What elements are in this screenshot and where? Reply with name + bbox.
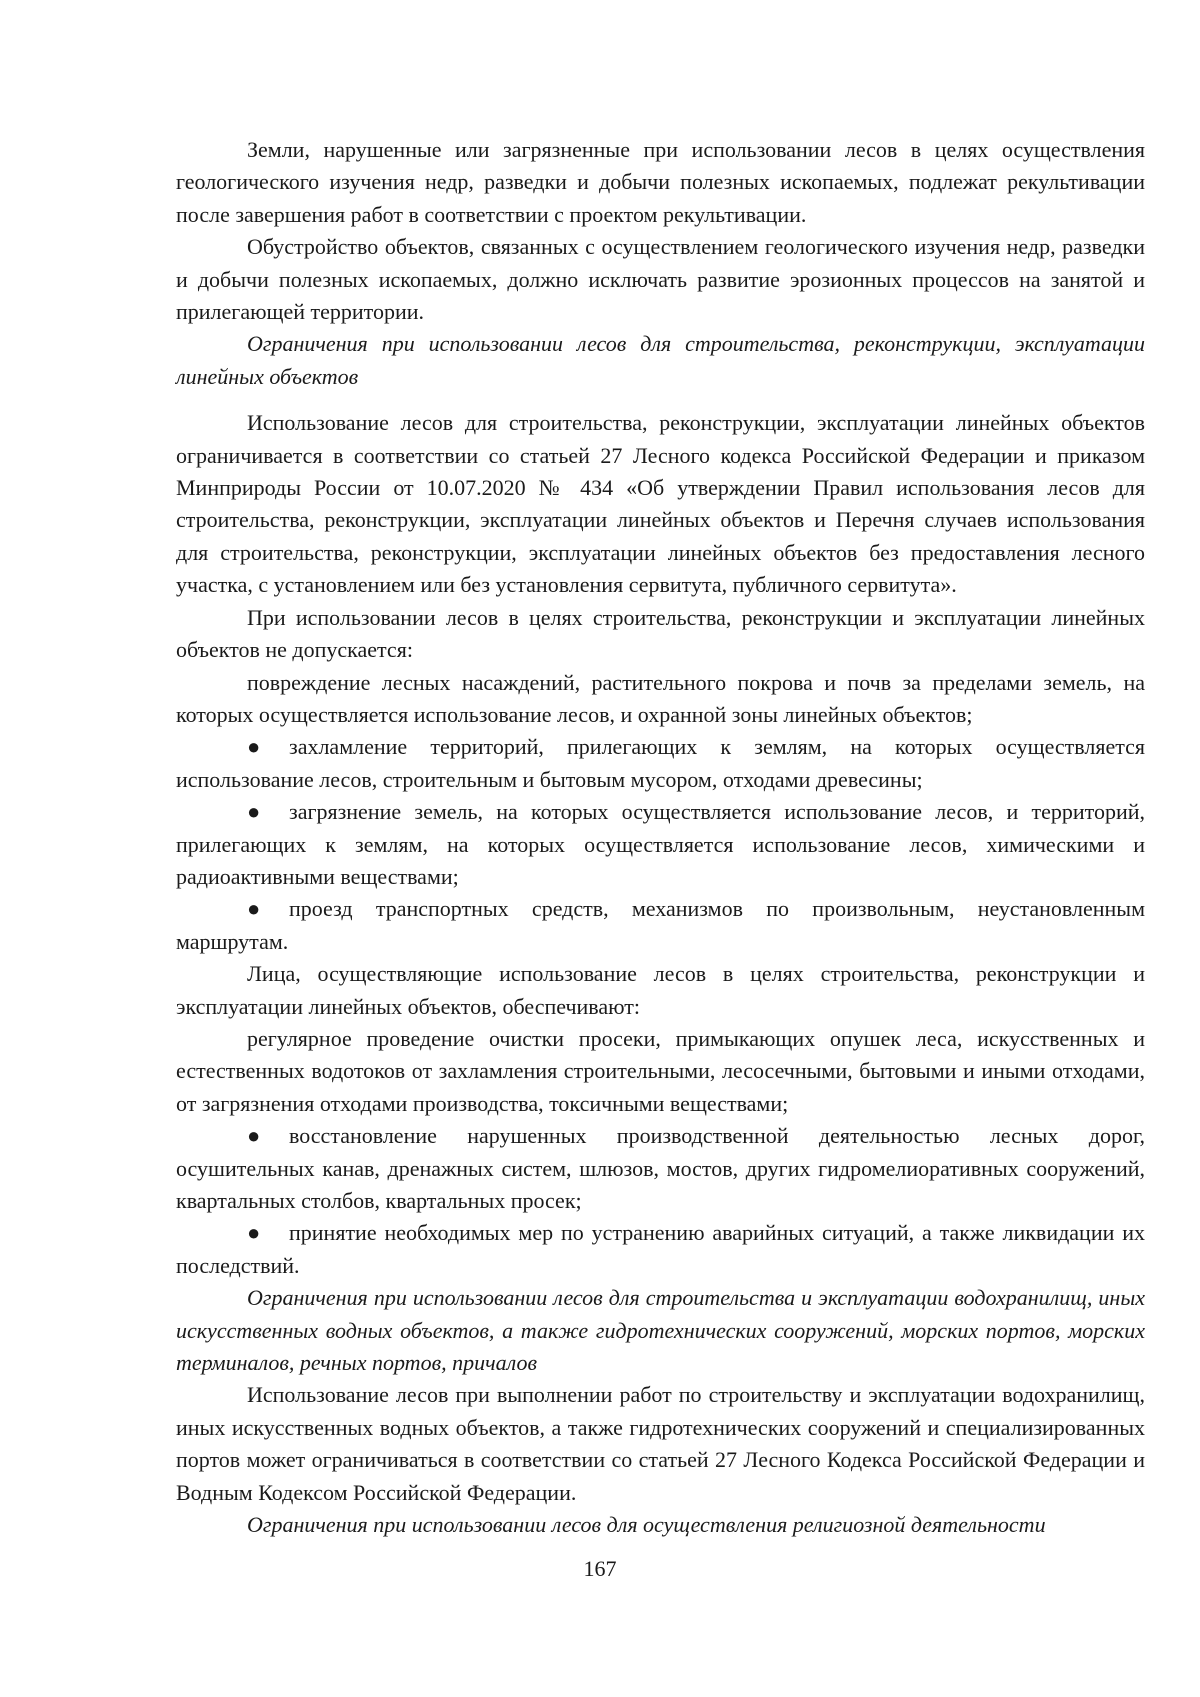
bullet-item-emergency — [176, 1217, 1145, 1282]
bullet-item-restoration — [176, 1120, 1145, 1217]
paragraph-facility-arrangement: Обустройство объектов, связанных с осуществлением геологического изучения недр, разведки и добычи полезных ископаемых, должно исключать развитие эрозионных процессов на занятой и прилегающей территории. — [176, 234, 1145, 325]
bullet-item-littering — [176, 731, 1145, 796]
bullet-icon: ● — [247, 1220, 261, 1246]
section-heading-reservoirs: Ограничения при использовании лесов для строительства и эксплуатации водохранилищ, иных искусственных водных объектов, а также гидротехнических сооружений, морских портов, морских терминалов, речных портов, причалов — [176, 1285, 1145, 1376]
bullet-item-pollution — [176, 796, 1145, 893]
bullet-icon: ● — [247, 1123, 261, 1149]
section-heading-religious: Ограничения при использовании лесов для осуществления религиозной деятельности — [247, 1512, 1046, 1538]
paragraph-obligations-intro: Лица, осуществляющие использование лесов в целях строительства, реконструкции и эксплуатации линейных объектов, обеспечивают: — [176, 961, 1145, 1019]
bullet-icon: ● — [247, 734, 261, 760]
section-heading-linear-objects: Ограничения при использовании лесов для строительства, реконструкции, эксплуатации линейных объектов — [176, 331, 1145, 389]
list-item-damage: повреждение лесных насаждений, растительного покрова и почв за пределами земель, на которых осуществляется использование лесов, и охранной зоны линейных объектов; — [176, 669, 1145, 727]
bullet-icon: ● — [247, 799, 261, 825]
paragraph-linear-objects-restriction: Использование лесов для строительства, реконструкции, эксплуатации линейных объектов ограничивается в соответствии со статьей 27 Лесного кодекса Российской Федерации и приказом Минприроды России от 10.07.2020 № 434 «Об утверждении Правил использования лесов для строительства, реконструкции, эксплуатации линейных объектов и Перечня случаев использования для строительства, реконструкции, эксплуатации линейных объектов без предоставления лесного участка, с установлением или без установления сервитута, публичного сервитута». — [176, 410, 1145, 598]
bullet-item-text: захламление территорий, прилегающих к землям, на которых осуществляется использование лесов, строительным и бытовым мусором, отходами древесины; — [176, 734, 1145, 792]
bullet-item-text: проезд транспортных средств, механизмов по произвольным, неустановленным маршрутам. — [176, 896, 1145, 954]
page-number: 167 — [583, 1556, 617, 1581]
list-item-cleaning: регулярное проведение очистки просеки, примыкающих опушек леса, искусственных и естественных водотоков от захламления строительными, лесосечными, бытовыми и иными отходами, от загрязнения отходами производства, токсичными веществами; — [176, 1025, 1145, 1116]
bullet-item-text: загрязнение земель, на которых осуществляется использование лесов, и территорий, прилегающих к землям, на которых осуществляется использование лесов, химическими и радиоактивными веществами; — [176, 799, 1145, 889]
bullet-icon: ● — [247, 896, 261, 922]
paragraph-not-allowed-intro: При использовании лесов в целях строительства, реконструкции и эксплуатации линейных объектов не допускается: — [176, 604, 1145, 663]
bullet-item-text: восстановление нарушенных производственной деятельностью лесных дорог, осушительных канав, дренажных систем, шлюзов, мостов, других гидромелиоративных сооружений, квартальных столбов, квартальных просек; — [176, 1123, 1145, 1213]
paragraph-reservoirs-restriction: Использование лесов при выполнении работ по строительству и эксплуатации водохранилищ, иных искусственных водных объектов, а также гидротехнических сооружений и специализированных портов может ограничиваться в соответствии со статьей 27 Лесного Кодекса Российской Федерации и Водным Кодексом Российской Федерации. — [176, 1382, 1145, 1505]
page-body — [176, 134, 1145, 1541]
bullet-item-vehicle-passage — [176, 893, 1145, 958]
bullet-item-text: принятие необходимых мер по устранению аварийных ситуаций, а также ликвидации их последствий. — [176, 1220, 1145, 1278]
paragraph-land-reclamation: Земли, нарушенные или загрязненные при использовании лесов в целях осуществления геологического изучения недр, разведки и добычи полезных ископаемых, подлежат рекультивации после завершения работ в соответствии с проектом рекультивации. — [176, 137, 1145, 227]
